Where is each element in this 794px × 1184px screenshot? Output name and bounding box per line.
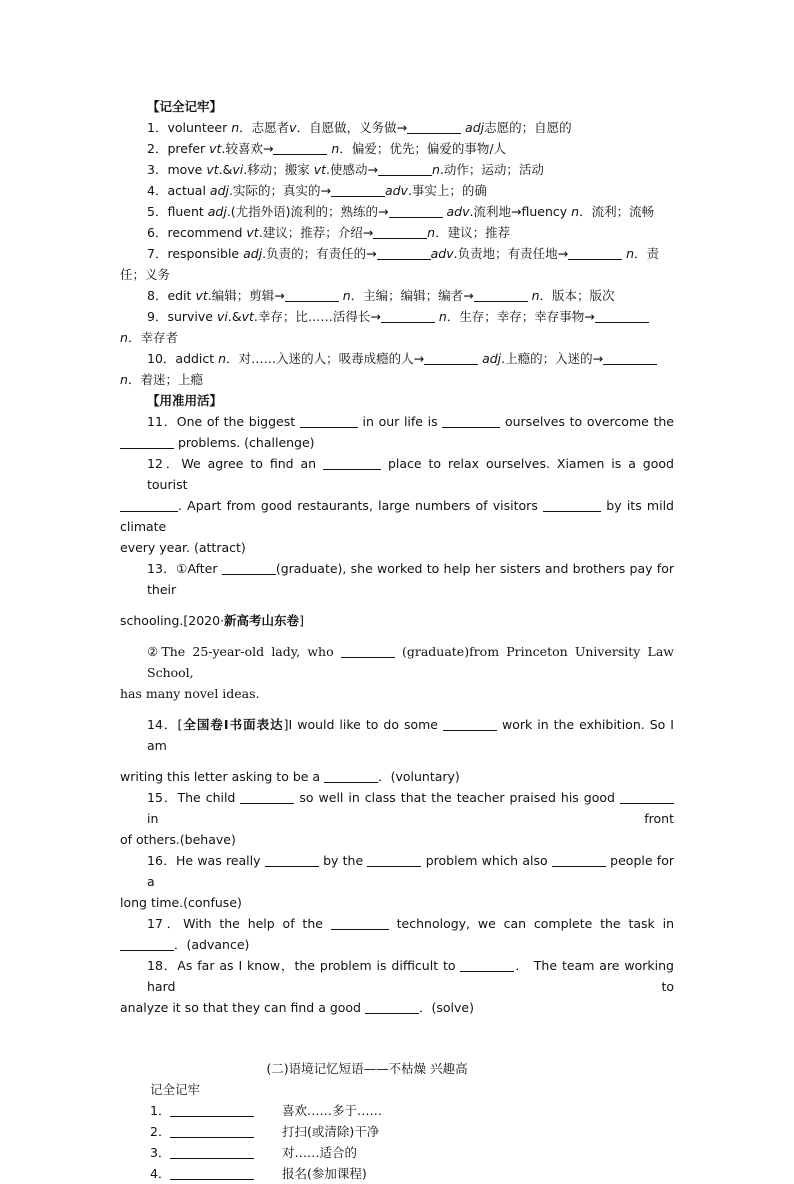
answer-blank[interactable] bbox=[620, 791, 674, 804]
answer-blank[interactable] bbox=[552, 854, 606, 867]
vocab-item: 9．survive vi.&vt.幸存；比……活得长→ n．生存；幸存；幸存事物→ bbox=[120, 306, 674, 327]
answer-blank[interactable] bbox=[170, 1146, 254, 1159]
answer-blank[interactable] bbox=[424, 352, 478, 365]
answer-blank[interactable] bbox=[265, 854, 319, 867]
question-13: 13．①After (graduate), she worked to help her sisters and brothers pay for their bbox=[147, 561, 674, 597]
vocab-item: 1．volunteer n．志愿者v．自愿做，义务做→ adj志愿的；自愿的 bbox=[147, 120, 572, 135]
question-12-continued: . Apart from good restaurants, large numbers of visitors by its mild climate bbox=[120, 498, 674, 534]
answer-blank[interactable] bbox=[170, 1167, 254, 1180]
answer-blank[interactable] bbox=[300, 415, 358, 428]
answer-blank[interactable] bbox=[331, 184, 385, 197]
answer-blank[interactable] bbox=[381, 310, 435, 323]
question-16-continued: long time.(confuse) bbox=[120, 895, 242, 910]
answer-blank[interactable] bbox=[543, 499, 601, 512]
answer-blank[interactable] bbox=[240, 791, 294, 804]
answer-blank[interactable] bbox=[603, 352, 657, 365]
question-13-source: schooling.[2020·新高考山东卷] bbox=[120, 613, 304, 628]
question-13-part2: ②The 25-year-old lady, who (graduate)from Princeton University Law School, bbox=[147, 644, 674, 680]
answer-blank[interactable] bbox=[460, 959, 514, 972]
answer-blank[interactable] bbox=[595, 310, 649, 323]
answer-blank[interactable] bbox=[120, 938, 174, 951]
vocab-item: 10．addict n．对……入迷的人；吸毒成瘾的人→ adj.上瘾的；入迷的→ bbox=[120, 348, 674, 369]
vocab-item: 4．actual adj.实际的；真实的→ adv.事实上；的确 bbox=[147, 183, 487, 198]
question-17-continued: ．(advance) bbox=[120, 934, 674, 955]
vocab-item-continued: 任；义务 bbox=[120, 267, 171, 282]
section-title: (二)语境记忆短语——不枯燥 兴趣高 bbox=[266, 1061, 468, 1076]
vocab-item: 8．edit vt.编辑；剪辑→ n．主编；编辑；编者→ n．版本；版次 bbox=[147, 288, 615, 303]
question-13-continued: has many novel ideas. bbox=[120, 686, 260, 701]
answer-blank[interactable] bbox=[443, 718, 497, 731]
answer-blank[interactable] bbox=[367, 854, 421, 867]
answer-blank[interactable] bbox=[341, 645, 395, 658]
answer-blank[interactable] bbox=[273, 142, 327, 155]
vocab-item: 6．recommend vt.建议；推荐；介绍→ n．建议；推荐 bbox=[147, 225, 511, 240]
vocab-item: 7．responsible adj.负责的；有责任的→ adv.负责地；有责任地→ n．责 bbox=[147, 246, 660, 261]
usage-heading: 【用准用活】 bbox=[147, 393, 223, 408]
answer-blank[interactable] bbox=[331, 917, 389, 930]
answer-blank[interactable] bbox=[285, 289, 339, 302]
question-14-continued: writing this letter asking to be a ．(voluntary) bbox=[120, 769, 460, 784]
phrase-item: 2． 打扫(或清除)干净 bbox=[150, 1124, 380, 1139]
question-15-continued: of others.(behave) bbox=[120, 832, 236, 847]
question-14: 14．[全国卷Ⅰ书面表达]I would like to do some work in the exhibition. So I am bbox=[147, 717, 674, 753]
question-17: 17．With the help of the technology, we can complete the task in bbox=[147, 916, 674, 931]
question-12: 12．We agree to find an place to relax ourselves. Xiamen is a good tourist bbox=[147, 456, 674, 492]
phrase-item: 4． 报名(参加课程) bbox=[150, 1166, 367, 1181]
answer-blank[interactable] bbox=[324, 770, 378, 783]
answer-blank[interactable] bbox=[323, 457, 381, 470]
answer-blank[interactable] bbox=[373, 226, 427, 239]
worksheet-content bbox=[120, 96, 674, 1184]
answer-blank[interactable] bbox=[568, 247, 622, 260]
phrase-item: 1． 喜欢……多于…… bbox=[150, 1103, 383, 1118]
answer-blank[interactable] bbox=[407, 121, 461, 134]
vocab-item-continued: n．着迷；上瘾 bbox=[120, 372, 203, 387]
answer-blank[interactable] bbox=[377, 247, 431, 260]
answer-blank[interactable] bbox=[170, 1125, 254, 1138]
question-18: 18．As far as I know，the problem is difficult to ． The team are working hard to bbox=[147, 958, 674, 994]
answer-blank[interactable] bbox=[442, 415, 500, 428]
vocab-item: 5．fluent adj.(尤指外语)流利的；熟练的→ adv.流利地→fluency n．流利；流畅 bbox=[147, 204, 655, 219]
answer-blank[interactable] bbox=[170, 1104, 254, 1117]
question-11: 11．One of the biggest in our life is ourselves to overcome the bbox=[147, 414, 674, 429]
vocab-item: 2．prefer vt.较喜欢→ n．偏爱；优先；偏爱的事物/人 bbox=[147, 141, 507, 156]
answer-blank[interactable] bbox=[120, 436, 174, 449]
answer-blank[interactable] bbox=[120, 499, 178, 512]
answer-blank[interactable] bbox=[474, 289, 528, 302]
answer-blank[interactable] bbox=[378, 163, 432, 176]
answer-blank[interactable] bbox=[365, 1001, 419, 1014]
question-11-continued: problems. (challenge) bbox=[120, 432, 674, 453]
answer-blank[interactable] bbox=[222, 562, 276, 575]
question-12-continued: every year. (attract) bbox=[120, 540, 246, 555]
question-18-continued: analyze it so that they can find a good ．(solve) bbox=[120, 1000, 474, 1015]
vocab-item-continued: n．幸存者 bbox=[120, 330, 178, 345]
vocab-item: 3．move vt.&vi.移动；搬家 vt.使感动→ n.动作；运动；活动 bbox=[147, 162, 544, 177]
question-16: 16．He was really by the problem which also people for a bbox=[147, 853, 674, 889]
question-15: 15．The child so well in class that the teacher praised his good in front bbox=[147, 790, 674, 826]
answer-blank[interactable] bbox=[389, 205, 443, 218]
phrase-item: 3． 对……适合的 bbox=[150, 1145, 358, 1160]
vocab-heading: 【记全记牢】 bbox=[147, 99, 223, 114]
phrases-heading: 记全记牢 bbox=[150, 1082, 201, 1097]
